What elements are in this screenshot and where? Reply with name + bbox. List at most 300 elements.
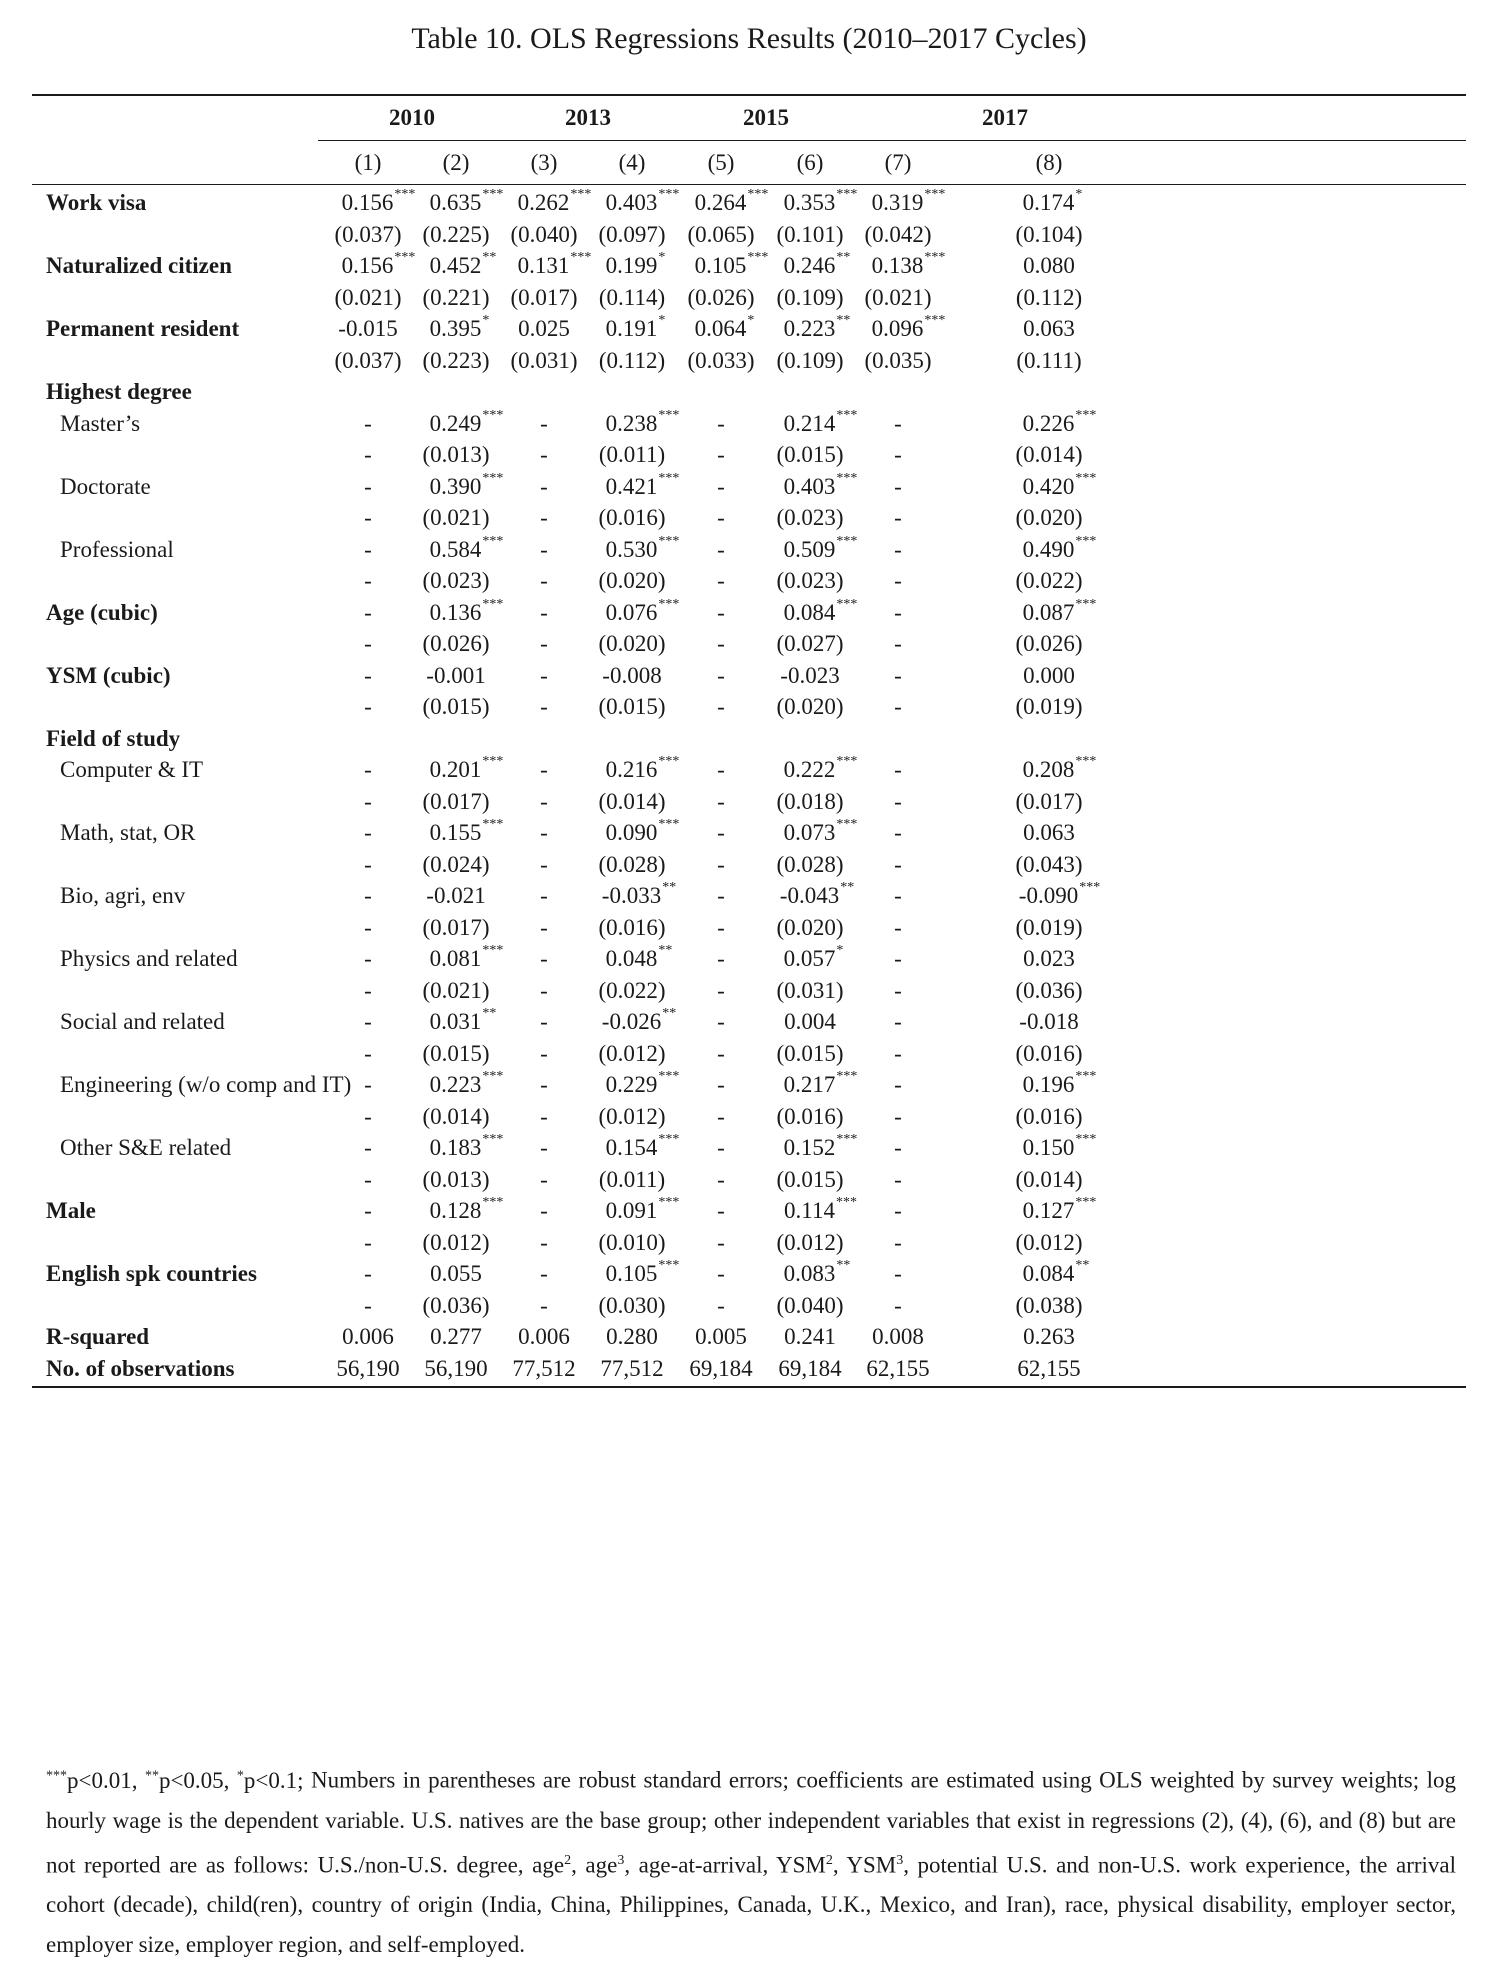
cell-value: (0.036): [1015, 977, 1083, 1003]
table-cell: [540, 502, 548, 534]
significance-stars: ***: [1075, 1069, 1097, 1084]
table-cell: [426, 660, 485, 692]
row-label: Professional: [60, 536, 174, 562]
table-cell: [364, 1038, 372, 1070]
table-cell: [1015, 219, 1082, 251]
table-cell: [776, 1101, 843, 1133]
cell-value: 56,190: [336, 1355, 400, 1381]
table-cell: [717, 565, 725, 597]
table-cell: [717, 691, 725, 723]
cell-value: -: [717, 631, 725, 656]
table-row: [32, 660, 1466, 692]
cell-value: 0.222: [783, 757, 836, 782]
cell-value: 0.403: [783, 473, 836, 499]
cell-value: -: [894, 946, 902, 971]
table-cell: [606, 471, 680, 503]
cell-value: -: [540, 1166, 548, 1192]
significance-stars: ***: [482, 596, 504, 612]
significance-stars: ***: [482, 1195, 504, 1210]
table-cell: [717, 408, 725, 440]
table-cell: [717, 880, 725, 912]
table-cell: [364, 1227, 372, 1259]
cell-value: (0.020): [598, 568, 666, 593]
table-cell: [1015, 502, 1082, 534]
cell-value: -: [894, 1261, 902, 1286]
cell-value: -: [894, 694, 902, 719]
table-cell: [422, 1101, 489, 1133]
cell-value: (0.022): [1015, 568, 1083, 593]
table-cell: [1023, 754, 1097, 786]
table-row-se: [32, 219, 1466, 251]
table-cell: [364, 439, 372, 471]
row-label: Work visa: [46, 190, 147, 215]
regression-table: [32, 94, 1466, 1388]
cell-value: 0.105: [605, 1261, 658, 1286]
cell-value: 0.150: [1022, 1135, 1075, 1160]
table-cell: [422, 565, 489, 597]
table-cell: [364, 1258, 372, 1290]
table-cell: [776, 1038, 843, 1070]
table-cell: [776, 1164, 843, 1196]
cell-value: -: [364, 536, 372, 562]
cell-value: (0.010): [598, 1229, 666, 1255]
cell-value: (0.016): [776, 1103, 844, 1129]
table-cell: [894, 754, 902, 786]
cell-value: -: [364, 1261, 372, 1286]
significance-stars: ***: [836, 1132, 858, 1147]
table-cell: [364, 975, 372, 1007]
cell-value: -: [364, 946, 372, 971]
cell-value: 77,512: [600, 1355, 664, 1381]
table-cell: [364, 660, 372, 692]
table-cell: [784, 408, 858, 440]
table-cell: [894, 786, 902, 818]
year-header: 2015: [743, 105, 789, 130]
table-cell: [540, 943, 548, 975]
cell-value: 0.390: [429, 473, 482, 499]
table-cell: [776, 1227, 843, 1259]
cell-value: 0.080: [1023, 253, 1075, 278]
cell-value: 0.057: [783, 946, 836, 971]
significance-stars: **: [836, 1258, 851, 1273]
cell-value: -: [717, 1009, 725, 1034]
table-cell: [776, 1290, 843, 1322]
table-cell: [598, 502, 665, 534]
table-cell: [598, 1290, 665, 1322]
table-cell: [894, 1258, 902, 1290]
cell-value: -: [717, 1072, 725, 1097]
cell-value: (0.012): [776, 1229, 844, 1255]
cell-value: 0.421: [605, 473, 658, 499]
table-cell: [717, 534, 725, 566]
cell-value: 0.048: [605, 946, 658, 971]
row-label: No. of observations: [46, 1355, 235, 1381]
cell-value: -: [364, 1009, 372, 1034]
significance-stars: ***: [658, 817, 680, 832]
table-cell: [776, 565, 843, 597]
table-cell: [598, 628, 665, 660]
table-cell: [1015, 786, 1082, 818]
cell-value: -: [717, 757, 725, 782]
cell-value: 0.081: [429, 946, 482, 971]
row-label: Social and related: [60, 1009, 225, 1034]
significance-stars: ***: [658, 1195, 680, 1210]
cell-value: 0.063: [1023, 820, 1075, 845]
table-cell: [606, 1258, 680, 1290]
table-cell: [687, 219, 754, 251]
cell-value: -: [364, 694, 372, 719]
table-cell: [894, 628, 902, 660]
table-cell: [540, 786, 548, 818]
table-cell: [717, 1101, 725, 1133]
table-cell: [717, 1132, 725, 1164]
cell-value: -: [717, 1166, 725, 1192]
cell-value: -: [717, 599, 725, 625]
cell-value: -: [540, 1072, 548, 1097]
table-cell: [894, 471, 902, 503]
cell-value: -0.018: [1019, 1009, 1079, 1034]
table-cell: [606, 250, 666, 282]
cell-value: 56,190: [424, 1355, 488, 1381]
table-cell: [717, 943, 725, 975]
table-cell: [430, 1069, 504, 1101]
table-cell: [364, 786, 372, 818]
cell-value: (0.017): [422, 914, 490, 940]
table-cell: [430, 471, 504, 503]
table-row-se: [32, 1164, 1466, 1196]
table-cell: [422, 502, 489, 534]
cell-value: (0.020): [1015, 505, 1083, 530]
table-cell: [364, 1164, 372, 1196]
table-cell: [422, 628, 489, 660]
table-row: [32, 250, 1466, 282]
cell-value: (0.111): [1016, 347, 1082, 373]
table-cell: [540, 1195, 548, 1227]
cell-value: -: [894, 631, 902, 656]
table-cell: [364, 408, 372, 440]
table-cell: [422, 219, 489, 251]
note-sup-4: 3: [896, 1852, 904, 1868]
cell-value: -: [717, 1292, 725, 1318]
row-label: Male: [46, 1198, 96, 1223]
table-cell: [872, 250, 946, 282]
cell-value: -: [540, 568, 548, 593]
cell-value: (0.020): [776, 914, 844, 940]
year-header: 2017: [982, 105, 1028, 130]
table-row: [32, 597, 1466, 629]
significance-stars: ***: [836, 407, 858, 423]
table-cell: [1023, 943, 1075, 975]
table-cell: [864, 345, 931, 377]
cell-value: 0.152: [783, 1135, 836, 1160]
cell-value: -: [540, 505, 548, 530]
table-cell: [540, 1069, 548, 1101]
table-cell: [540, 691, 548, 723]
significance-stars: ***: [1075, 533, 1097, 549]
cell-value: 0.420: [1022, 473, 1075, 499]
column-number: (1): [354, 150, 382, 175]
cell-value: -: [894, 914, 902, 940]
table-cell: [540, 754, 548, 786]
cell-value: -0.001: [426, 662, 486, 688]
cell-value: (0.026): [687, 284, 755, 310]
cell-value: (0.031): [776, 977, 844, 1003]
table-cell: [342, 250, 416, 282]
table-cell: [518, 250, 592, 282]
table-cell: [717, 754, 725, 786]
cell-value: 0.083: [783, 1261, 836, 1286]
cell-value: 0.127: [1022, 1198, 1075, 1223]
table-cell: [598, 219, 665, 251]
table-row-se: [32, 975, 1466, 1007]
table-row: [32, 313, 1466, 345]
table-row-se: [32, 1290, 1466, 1322]
cell-value: (0.017): [1015, 788, 1083, 814]
table-cell: [1023, 1258, 1090, 1290]
table-cell: [364, 597, 372, 629]
note-text-4: , YSM: [832, 1852, 897, 1878]
cell-value: 0.090: [605, 820, 658, 845]
table-cell: [784, 754, 858, 786]
cell-value: -: [717, 914, 725, 940]
cell-value: (0.015): [776, 1040, 844, 1066]
cell-value: -: [540, 977, 548, 1003]
table-cell: [430, 754, 504, 786]
cell-value: (0.112): [598, 347, 666, 373]
column-number: (2): [442, 150, 470, 175]
significance-stars: **: [482, 1006, 497, 1021]
row-label: Naturalized citizen: [46, 253, 232, 278]
cell-value: 0.096: [871, 316, 924, 341]
cell-value: -0.023: [780, 662, 840, 688]
table-cell: [1023, 471, 1097, 503]
cell-value: -: [540, 820, 548, 845]
table-cell: [430, 1258, 482, 1290]
cell-value: -: [540, 1103, 548, 1129]
cell-value: 0.008: [872, 1324, 924, 1349]
cell-value: -: [540, 442, 548, 467]
table-cell: [866, 1353, 929, 1385]
table-cell: [540, 439, 548, 471]
table-cell: [430, 943, 504, 975]
table-cell: [430, 250, 497, 282]
cell-value: (0.020): [598, 631, 666, 656]
table-cell: [776, 628, 843, 660]
cell-value: 0.223: [783, 316, 836, 341]
table-cell: [784, 943, 844, 975]
table-cell: [784, 1132, 858, 1164]
cell-value: 0.319: [871, 190, 924, 215]
table-cell: [430, 187, 504, 219]
cell-value: -: [540, 1040, 548, 1066]
table-cell: [606, 187, 680, 219]
table-cell: [784, 1069, 858, 1101]
table-cell: [1015, 912, 1082, 944]
table-cell: [695, 250, 769, 282]
significance-stars: ***: [658, 754, 680, 769]
table-cell: [606, 1321, 658, 1353]
cell-value: 0.277: [430, 1324, 482, 1349]
table-cell: [364, 565, 372, 597]
table-cell: [872, 313, 946, 345]
table-cell: [784, 534, 858, 566]
cell-value: (0.033): [687, 347, 755, 373]
cell-value: -: [894, 599, 902, 625]
table-cell: [606, 313, 666, 345]
table-cell: [717, 912, 725, 944]
significance-stars: **: [836, 250, 851, 265]
year-header: 2013: [565, 105, 611, 130]
cell-value: (0.037): [334, 347, 402, 373]
table-cell: [1015, 1101, 1082, 1133]
table-cell: [1023, 534, 1097, 566]
table-cell: [540, 1038, 548, 1070]
cell-value: 0.023: [1023, 946, 1075, 971]
table-cell: [422, 1038, 489, 1070]
table-cell: [1023, 1195, 1097, 1227]
cell-value: 0.084: [1022, 1261, 1075, 1286]
table-row: [32, 534, 1466, 566]
cell-value: 0.196: [1022, 1072, 1075, 1097]
cell-value: (0.012): [598, 1103, 666, 1129]
table-cell: [1015, 1038, 1082, 1070]
significance-stars: ***: [482, 943, 504, 958]
table-cell: [784, 250, 851, 282]
cell-value: -: [540, 946, 548, 971]
cell-value: -: [894, 788, 902, 814]
significance-stars: **: [840, 880, 855, 895]
table-cell: [336, 1353, 399, 1385]
cell-value: -: [894, 1103, 902, 1129]
table-row: [32, 1006, 1466, 1038]
table-cell: [689, 1353, 752, 1385]
cell-value: (0.016): [1015, 1040, 1083, 1066]
table-cell: [430, 313, 490, 345]
significance-stars: ***: [658, 596, 680, 612]
table-cell: [602, 660, 661, 692]
table-cell: [540, 628, 548, 660]
significance-stars: ***: [836, 470, 858, 486]
cell-value: 0.395: [429, 316, 482, 341]
cell-value: 69,184: [778, 1355, 842, 1381]
significance-legend: [46, 1768, 311, 1793]
table-cell: [598, 849, 665, 881]
table-cell: [430, 1132, 504, 1164]
cell-value: -: [540, 1292, 548, 1318]
cell-value: 0.353: [783, 190, 836, 215]
table-cell: [776, 345, 843, 377]
cell-value: -: [717, 946, 725, 971]
table-cell: [422, 912, 489, 944]
table-cell: [364, 912, 372, 944]
cell-value: -: [540, 1229, 548, 1255]
cell-value: 0.006: [342, 1324, 394, 1349]
table-note: [46, 1756, 1456, 1965]
cell-value: -0.043: [779, 883, 840, 908]
significance-stars: ***: [1075, 596, 1097, 612]
column-number-row: [32, 142, 1466, 184]
cell-value: (0.101): [776, 221, 844, 247]
cell-value: -0.033: [601, 883, 662, 908]
table-row: [32, 376, 1466, 408]
cell-value: (0.097): [598, 221, 666, 247]
table-row: [32, 817, 1466, 849]
bottom-rule: [32, 1386, 1466, 1388]
table-cell: [364, 880, 372, 912]
table-cell: [598, 786, 665, 818]
cell-value: -: [894, 851, 902, 877]
cell-value: -: [364, 977, 372, 1003]
table-cell: [717, 439, 725, 471]
table-cell: [695, 187, 769, 219]
cell-value: -: [540, 694, 548, 719]
year-underline: [318, 140, 1466, 141]
cell-value: (0.015): [422, 1040, 490, 1066]
table-cell: [364, 1290, 372, 1322]
table-cell: [717, 597, 725, 629]
table-cell: [717, 1227, 725, 1259]
table-cell: [540, 1227, 548, 1259]
table-cell: [784, 817, 858, 849]
table-cell: [894, 691, 902, 723]
cell-value: 0.249: [429, 410, 482, 436]
cell-value: -: [717, 883, 725, 908]
significance-stars: ***: [658, 1069, 680, 1084]
row-label: Computer & IT: [60, 757, 204, 782]
cell-value: (0.027): [776, 631, 844, 656]
table-cell: [364, 502, 372, 534]
table-cell: [342, 187, 416, 219]
table-cell: [872, 187, 946, 219]
cell-value: -: [894, 757, 902, 782]
significance-stars: ***: [747, 250, 769, 265]
table-cell: [1023, 187, 1083, 219]
table-cell: [695, 313, 755, 345]
table-cell: [606, 408, 680, 440]
cell-value: 0.136: [429, 599, 482, 625]
significance-stars: *: [1075, 187, 1083, 202]
cell-value: 0.199: [605, 253, 658, 278]
significance-stars: **: [482, 250, 497, 265]
cell-value: (0.011): [598, 442, 666, 467]
cell-value: (0.019): [1015, 694, 1083, 719]
significance-stars: ***: [924, 313, 946, 328]
table-cell: [426, 880, 485, 912]
cell-value: 0.156: [341, 253, 394, 278]
table-cell: [1023, 250, 1075, 282]
table-cell: [364, 1195, 372, 1227]
table-cell: [422, 345, 489, 377]
significance-stars: *: [658, 250, 666, 265]
table-cell: [598, 565, 665, 597]
table-cell: [540, 849, 548, 881]
significance-stars: ***: [570, 250, 592, 265]
cell-value: -: [894, 505, 902, 530]
table-cell: [894, 660, 902, 692]
table-cell: [599, 282, 665, 314]
cell-value: 0.055: [430, 1261, 482, 1286]
table-cell: [540, 817, 548, 849]
cell-value: 0.509: [783, 536, 836, 562]
table-cell: [894, 1006, 902, 1038]
cell-value: 0.155: [429, 820, 482, 845]
cell-value: 0.063: [1023, 316, 1075, 341]
cell-value: -: [364, 883, 372, 908]
table-cell: [717, 1258, 725, 1290]
row-label: YSM (cubic): [46, 662, 171, 688]
cell-value: -: [364, 1292, 372, 1318]
cell-value: 0.229: [605, 1072, 658, 1097]
